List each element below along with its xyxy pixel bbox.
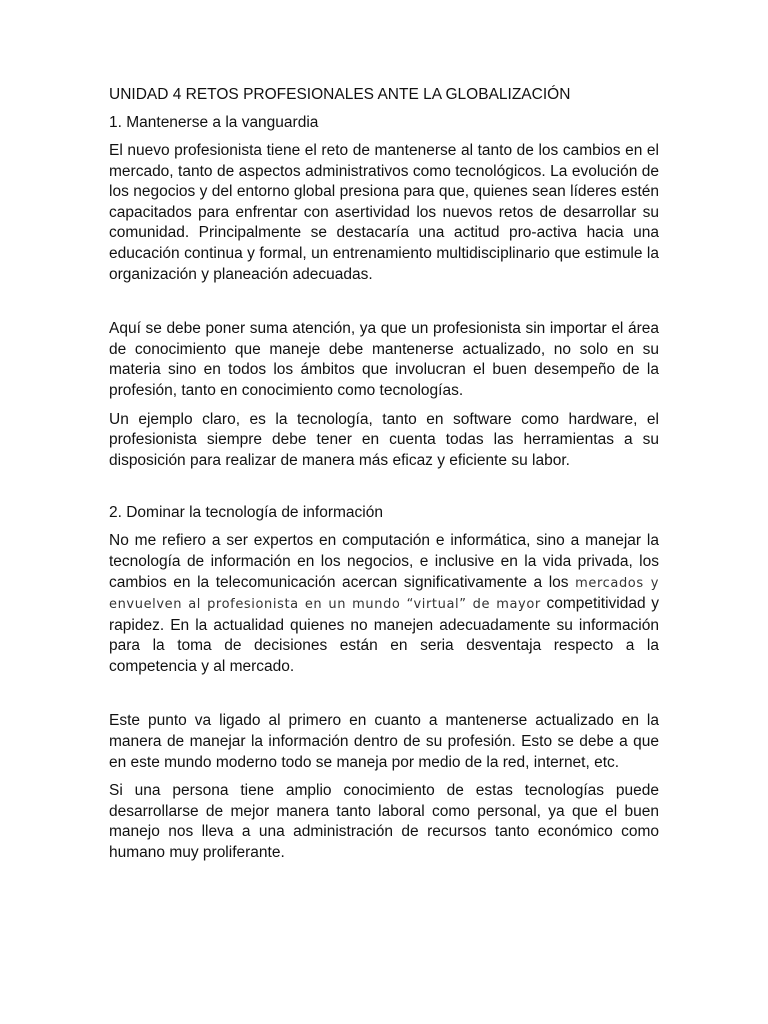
paragraph-5: Este punto va ligado al primero en cuanto a mantenerse actualizado en la manera de manejar la información dentro de su profesión. Esto se debe a que en este mundo moderno todo se maneja por medio de la red, internet, etc. bbox=[109, 712, 659, 771]
spacer bbox=[109, 685, 659, 711]
document-title: UNIDAD 4 RETOS PROFESIONALES ANTE LA GLOBALIZACIÓN bbox=[109, 86, 571, 103]
paragraph-2: Aquí se debe poner suma atención, ya que un profesionista sin importar el área de conocimiento que maneje debe mantenerse actualizado, no solo en su materia sino en todos los ámbitos que involucran el buen desempeño de la profesión, tanto en conocimiento como tecnologías. bbox=[109, 320, 659, 399]
section-heading-2: 2. Dominar la tecnología de información bbox=[109, 504, 383, 522]
paragraph-6: Si una persona tiene amplio conocimiento de estas tecnologías puede desarrollarse de mejor manera tanto laboral como personal, ya que el buen manejo nos lleva a una administración de recursos tanto económico como humano muy proliferante. bbox=[109, 782, 659, 862]
document-page bbox=[109, 85, 659, 872]
paragraph-4-part-b: mercados y envuelven al profesionista en un mundo “virtual” de mayor bbox=[109, 575, 660, 613]
spacer bbox=[109, 479, 659, 503]
paragraph-1: El nuevo profesionista tiene el reto de mantenerse al tanto de los cambios en el mercado, tanto de aspectos administrativos como tecnológicos. La evolución de los negocios y del entorno global presiona para que, quienes sean líderes estén capacitados para enfrentar con asertividad los nuevos retos de desarrollar su comunidad. Principalmente se destacaría una actitud pro-activa hacia una educación continua y formal, un entrenamiento multidisciplinario que estimule la organización y planeación adecuadas. bbox=[109, 142, 659, 283]
spacer bbox=[109, 293, 659, 319]
paragraph-3: Un ejemplo claro, es la tecnología, tanto en software como hardware, el profesionista siempre debe tener en cuenta todas las herramientas a su disposición para realizar de manera más eficaz y eficiente su labor. bbox=[109, 410, 659, 469]
paragraph-4 bbox=[109, 531, 659, 677]
section-heading-1: 1. Mantenerse a la vanguardia bbox=[109, 114, 319, 131]
paragraph-4-part-c: competitividad y rapidez. En la actualidad quienes no manejen adecuadamente su información para la toma de decisiones están en seria desventaja respecto a la competencia y al mercado. bbox=[109, 595, 659, 675]
paragraph-4-part-a: No me refiero a ser expertos en computación e informática, sino a manejar la tecnología de información en los negocios, e inclusive en la vida privada, los cambios en la telecomunicación acercan significativamente a los bbox=[109, 532, 659, 591]
